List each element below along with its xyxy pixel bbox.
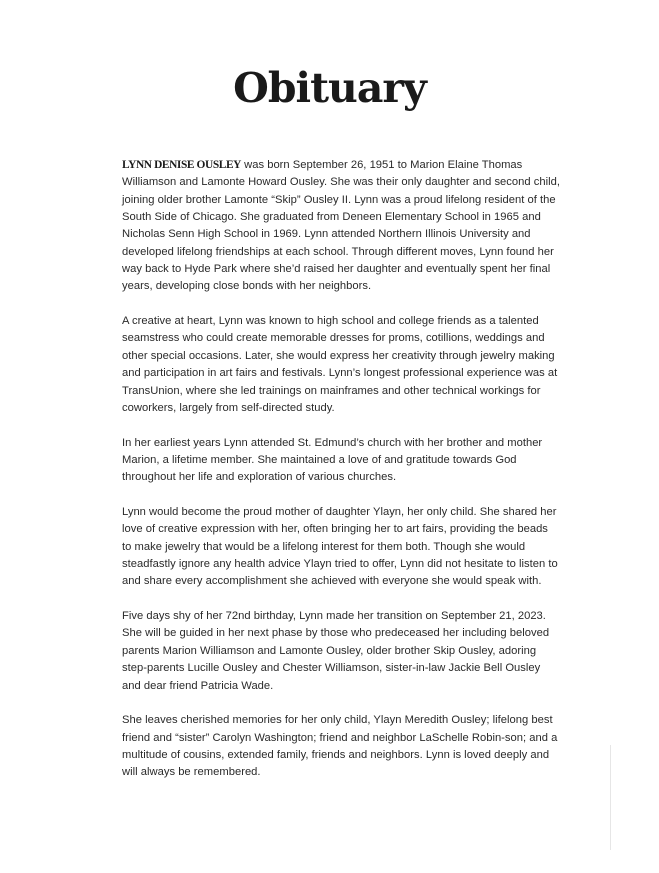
paragraph-birth [122, 157, 560, 296]
paragraph-faith: In her earliest years Lynn attended St. Edmund’s church with her brother and mother Marion, a lifetime member. She maintained a love of and gratitude towards God throughout her life and exploration of various churches. [122, 436, 543, 484]
paragraph-transition: Five days shy of her 72nd birthday, Lynn made her transition on September 21, 2023. She will be guided in her next phase by those who predeceased her including beloved parents Marion Williamson and Lamonte Ousley, older brother Skip Ousley, adoring step-parents Lucille Ousley and Chester Williamson, sister-in-law Jackie Bell Ousley and dear friend Patricia Wade. [122, 610, 550, 692]
deceased-name: LYNN DENISE OUSLEY [122, 159, 241, 171]
paragraph-motherhood: Lynn would become the proud mother of daughter Ylayn, her only child. She shared her love of creative expression with her, often bringing her to art fairs, providing the beads to make jewelry that would be a lifelong interest for them both. Though she would steadfastly ignore any health advice Ylayn tried to offer, Lynn did not hesitate to listen to and share every accomplishment she achieved with everyone she would speak with. [122, 506, 558, 588]
page-edge-divider [610, 745, 611, 850]
paragraph-survivors: She leaves cherished memories for her only child, Ylayn Meredith Ousley; lifelong best friend and “sister” Carolyn Washington; friend and neighbor LaSchelle Robin-son; and a multitude of cousins, extended family, friends and neighbors. Lynn is loved deeply and will always be remembered. [122, 714, 558, 779]
page-title: Obituary [233, 64, 426, 112]
paragraph-birth-text: was born September 26, 1951 to Marion Elaine Thomas Williamson and Lamonte Howard Ousley. She was their only daughter and second child, joining older brother Lamonte “Skip” Ousley II. Lynn was a proud lifelong resident of the South Side of Chicago. She graduated from Deneen Elementary School in 1965 and Nicholas Senn High School in 1969. Lynn attended Northern Illinois University and developed lifelong friendships at each school. Through different moves, Lynn found her way back to Hyde Park where she’d raised her daughter and eventually spent her final years, developing close bonds with her neighbors. [122, 159, 560, 293]
obituary-body [122, 157, 560, 799]
paragraph-creative: A creative at heart, Lynn was known to high school and college friends as a talented seamstress who could create memorable dresses for proms, cotillions, weddings and other special occasions. Later, she would express her creativity through jewelry making and participation in art fairs and festivals. Lynn’s longest professional experience was at TransUnion, where she led trainings on mainframes and other technical workings for coworkers, largely from self-directed study. [122, 315, 558, 414]
